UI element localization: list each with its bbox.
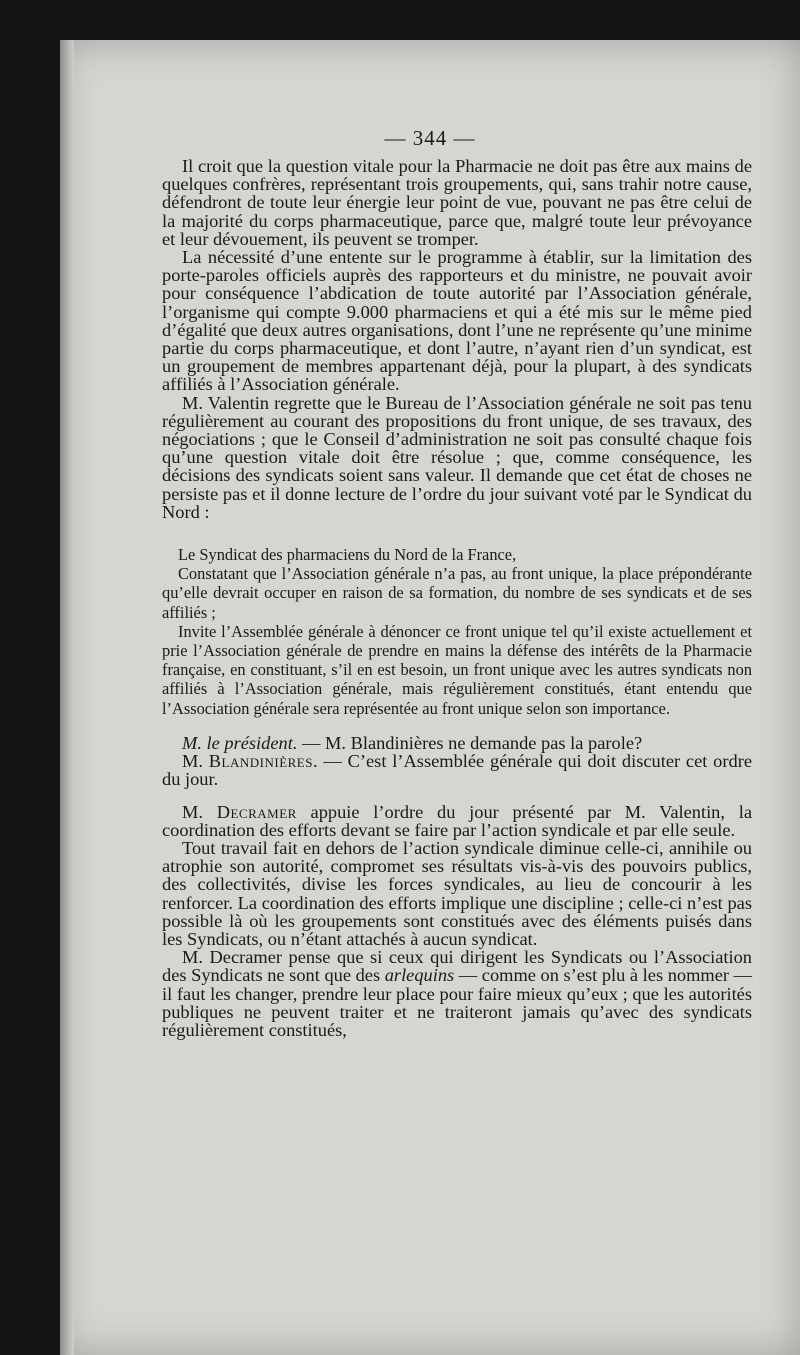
decramer-intro xyxy=(162,803,752,839)
quoted-motion xyxy=(162,545,752,718)
paragraph-arlequins xyxy=(162,948,752,1039)
blandinieres-text: . — C’est l’Assemblée générale qui doit discuter cet ordre du jour. xyxy=(162,751,752,790)
arlequins-after: — comme on s’est plu à les nommer — il faut les changer, prendre leur place pour faire mieux qu’eux ; que les autorités publiques ne peuvent traiter et ne traiteront jamais qu’avec des syndicats régulièrement constitués, xyxy=(162,965,752,1040)
book-page xyxy=(60,40,800,1355)
spacer xyxy=(162,789,752,803)
page-number: — 344 — xyxy=(384,126,476,150)
decramer-intro-text: appuie l’ordre du jour présenté par M. Valentin, la coordination des efforts devant se faire par l’action syndicale et par elle seule. xyxy=(162,801,752,840)
speaker-decramer: Decramer xyxy=(216,801,297,822)
paragraph-question-vitale: Il croit que la question vitale pour la Pharmacie ne doit pas être aux mains de quelques confrères, représentant trois groupements, qui, sans trahir notre cause, défendront de toute leur énergie leur point de vue, pouvant ne pas être celui de la majorité du corps pharmaceutique, parce que, malgré toute leur prévoyance et leur dévouement, ils peuvent se tromper. xyxy=(162,156,752,249)
page-body xyxy=(162,157,752,1039)
paragraph-valentin: M. Valentin regrette que le Bureau de l’Association générale ne soit pas tenu régulièrement au courant des propositions du front unique, de ses travaux, des négociations ; que le Conseil d’administration ne soit pas consulté chaque fois qu’une question vitale doit être résolue ; que, comme conséquence, les décisions des syndicats soient sans valeur. Il demande que cet état de choses ne persiste pas et il donne lecture de l’ordre du jour suivant voté par le Syndicat du Nord : xyxy=(162,392,752,522)
arlequins-word: arlequins xyxy=(384,965,455,986)
paragraph-travail: Tout travail fait en dehors de l’action syndicale diminue celle-ci, annihile ou atrophie son autorité, compromet ses résultats vis-à-vis des pouvoirs publics, des collectivités, divise les forces syndicales, au lieu de concourir à les renforcer. La coordination des efforts implique une discipline ; celle-ci n’est pas possible là où les groupements sont constitués avec des éléments puisés dans les Syndicats, ou n’étant attachés à aucun syndicat. xyxy=(162,837,752,949)
speaker-president: M. le président. xyxy=(182,732,298,753)
president-line xyxy=(162,734,752,752)
motion-line-3: Invite l’Assemblée générale à dénoncer ce front unique tel qu’il existe actuellement et prie l’Association générale de prendre en mains la défense des intérêts de la Pharmacie française, en constituant, s’il en est besoin, un front unique avec les autres syndicats non affiliés à l’Association générale, mais régulièrement constitués, étant entendu que l’Association générale sera représentée au front unique selon son importance. xyxy=(162,621,752,718)
arlequins-before: M. Decramer pense que si ceux qui dirigent les Syndicats ou l’Association des Syndicats ne sont que des xyxy=(162,947,752,986)
page-spine-shadow xyxy=(60,40,74,1355)
decramer-prefix: M. xyxy=(182,801,217,822)
motion-line-2: Constatant que l’Association générale n’a pas, au front unique, la place prépondérante qu’elle devrait occuper en raison de sa formation, du nombre de ses syndicats et de ses affiliés ; xyxy=(162,564,752,622)
president-text: — M. Blandinières ne demande pas la parole? xyxy=(297,732,643,753)
blandinieres-prefix: M. xyxy=(182,751,209,772)
dialogue-block xyxy=(162,734,752,789)
motion-line-1: Le Syndicat des pharmaciens du Nord de la France, xyxy=(178,545,517,565)
speaker-blandinieres: Blandinières xyxy=(208,751,313,772)
paragraph-entente: La nécessité d’une entente sur le programme à établir, sur la limitation des porte-paroles officiels auprès des rapporteurs et du ministre, ne pouvait avoir pour conséquence l’abdication de toute autorité par l’Association générale, l’organisme qui compte 9.000 pharmaciens et qui a été mis sur le même pied d’égalité que deux autres organisations, dont l’une ne représente qu’une minime partie du corps pharmaceutique, et dont l’autre, n’ayant rien d’un syndicat, est un groupement de membres appartenant déjà, pour la plupart, à des syndicats affiliés à l’Association générale. xyxy=(162,247,752,395)
blandinieres-line xyxy=(162,752,752,788)
